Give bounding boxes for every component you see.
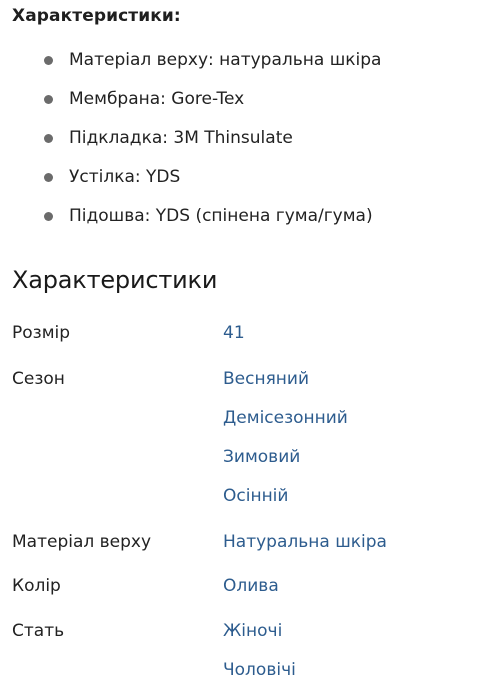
description-item xyxy=(0,125,381,164)
description-title: Характеристики: xyxy=(12,6,181,26)
spec-value-size-41[interactable]: 41 xyxy=(223,323,245,343)
description-item-text: Підкладка: 3M Thinsulate xyxy=(69,128,293,148)
description-item-text: Устілка: YDS xyxy=(69,167,181,187)
bullet-icon xyxy=(44,212,53,221)
spec-value-season-autumn[interactable]: Осінній xyxy=(223,486,289,506)
bullet-icon xyxy=(44,56,53,65)
spec-value-gender-female[interactable]: Жіночі xyxy=(223,621,283,641)
bullet-icon xyxy=(44,134,53,143)
description-item-text: Матеріал верху: натуральна шкіра xyxy=(69,50,382,70)
description-item xyxy=(0,203,381,242)
spec-label-color: Колір xyxy=(12,576,61,596)
spec-value-gender-male[interactable]: Чоловічі xyxy=(223,660,296,680)
description-list xyxy=(0,47,381,242)
spec-value-season-demiseason[interactable]: Демісезонний xyxy=(223,408,348,428)
description-item xyxy=(0,47,381,86)
description-item xyxy=(0,164,381,203)
spec-label-upper-material: Матеріал верху xyxy=(12,532,152,552)
spec-label-season: Сезон xyxy=(12,369,65,389)
description-item-text: Мембрана: Gore-Tex xyxy=(69,89,245,109)
bullet-icon xyxy=(44,173,53,182)
spec-value-season-spring[interactable]: Весняний xyxy=(223,369,310,389)
spec-value-color-olive[interactable]: Олива xyxy=(223,576,279,596)
spec-label-size: Розмір xyxy=(12,323,71,343)
specs-title: Характеристики xyxy=(12,266,218,294)
bullet-icon xyxy=(44,95,53,104)
description-item-text: Підошва: YDS (спінена гума/гума) xyxy=(69,206,373,226)
spec-label-gender: Стать xyxy=(12,621,65,641)
description-item xyxy=(0,86,381,125)
spec-value-upper-material-leather[interactable]: Натуральна шкіра xyxy=(223,532,387,552)
spec-value-season-winter[interactable]: Зимовий xyxy=(223,447,301,467)
